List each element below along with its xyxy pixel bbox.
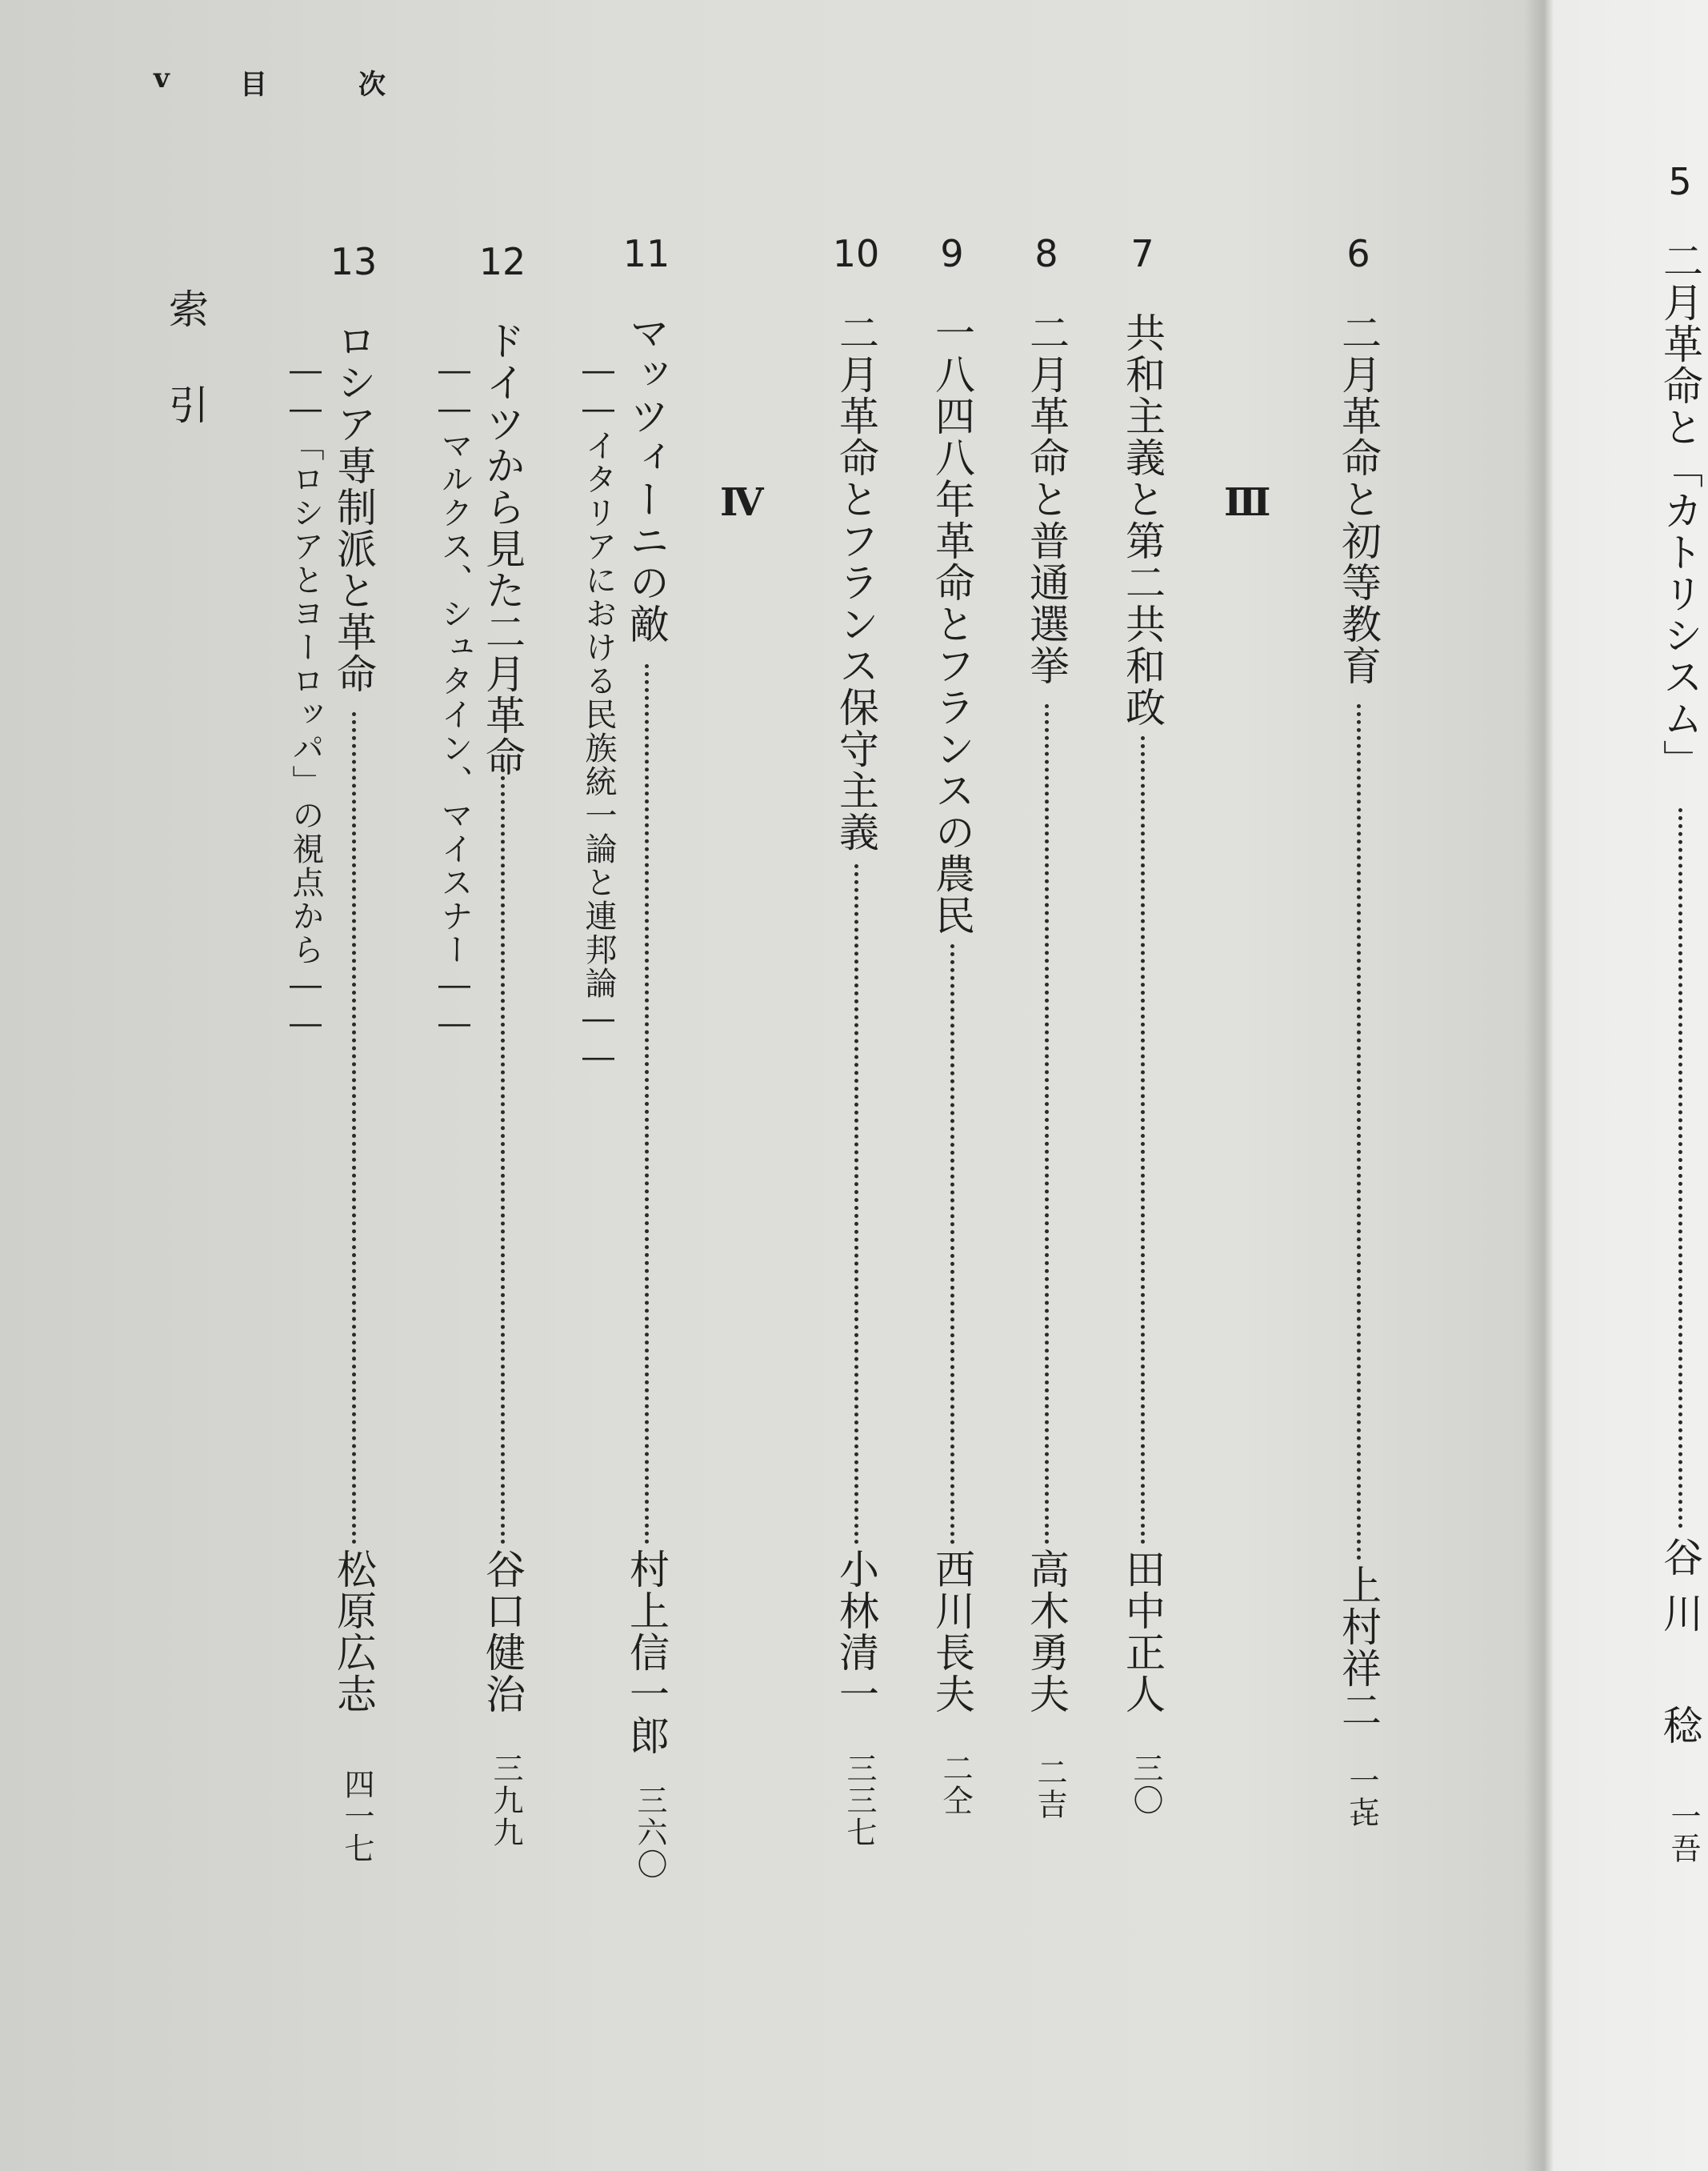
leader-dots xyxy=(1141,736,1148,1544)
entry-author: 西川長夫 xyxy=(929,1548,975,1715)
entry-author: 上村祥二 xyxy=(1335,1564,1382,1731)
entry-author: 谷口健治 xyxy=(479,1548,526,1715)
leader-dots xyxy=(854,864,862,1544)
entry-number: 5 xyxy=(1668,160,1692,203)
part-heading-iii: Ⅲ xyxy=(1224,480,1271,525)
entry-page: 二仝 xyxy=(938,1752,973,1817)
page-header-title: 目 次 xyxy=(240,69,418,101)
entry-author: 村上信一郎 xyxy=(623,1548,670,1756)
entry-subtitle: ――マルクス、シュタイン、マイスナー―― xyxy=(436,352,473,1043)
entry-number: 12 xyxy=(478,240,526,283)
entry-author: 小林清一 xyxy=(833,1548,879,1715)
entry-title: 共和主義と第二共和政 xyxy=(1119,312,1166,728)
entry-title: ロシア専制派と革命 xyxy=(330,320,377,695)
entry-page: 二吉 xyxy=(1032,1756,1067,1821)
entry-author: 田中正人 xyxy=(1119,1548,1166,1715)
entry-page: 一㐂 xyxy=(1344,1764,1379,1829)
part-heading-iv: Ⅳ xyxy=(720,480,764,525)
entry-number: 11 xyxy=(622,232,670,275)
leader-dots xyxy=(501,768,508,1544)
entry-title: 二月革命と「カトリシスム」 xyxy=(1657,240,1703,781)
entry-title: 二月革命と普通選挙 xyxy=(1023,312,1070,687)
entry-number: 9 xyxy=(940,232,964,275)
index-heading: 索 引 xyxy=(162,288,209,432)
entry-subtitle: ――「ロシアとヨーロッパ」の視点から―― xyxy=(287,352,324,1043)
entry-number: 10 xyxy=(832,232,880,275)
entry-number: 8 xyxy=(1034,232,1058,275)
leader-dots xyxy=(1357,704,1364,1560)
leader-dots xyxy=(1678,808,1686,1528)
entry-page: 三六〇 xyxy=(632,1784,667,1881)
page-number: v xyxy=(154,62,170,94)
entry-number: 13 xyxy=(330,240,378,283)
entry-title: ドイツから見た二月革命 xyxy=(479,320,526,778)
entry-title: マッツィーニの敵 xyxy=(623,312,670,645)
leader-dots xyxy=(950,944,958,1544)
leader-dots xyxy=(352,712,359,1544)
entry-author: 谷川 稔 xyxy=(1657,1536,1703,1760)
entry-subtitle: ――イタリアにおける民族統一論と連邦論―― xyxy=(580,352,617,1077)
leader-dots xyxy=(1045,704,1052,1544)
entry-page: 三〇 xyxy=(1128,1752,1163,1817)
entry-title: 一八四八年革命とフランスの農民 xyxy=(929,312,975,936)
entry-number: 6 xyxy=(1346,232,1370,275)
entry-author: 松原広志 xyxy=(330,1548,377,1715)
entry-author: 高木勇夫 xyxy=(1023,1548,1070,1715)
entry-number: 7 xyxy=(1130,232,1154,275)
entry-page: 三三七 xyxy=(842,1752,877,1849)
entry-title: 二月革命とフランス保守主義 xyxy=(833,312,879,853)
leader-dots xyxy=(645,664,652,1544)
entry-page: 一吾 xyxy=(1666,1800,1701,1865)
entry-page: 三九九 xyxy=(488,1752,523,1849)
entry-title: 二月革命と初等教育 xyxy=(1335,312,1382,687)
entry-page: 四一七 xyxy=(339,1768,374,1865)
